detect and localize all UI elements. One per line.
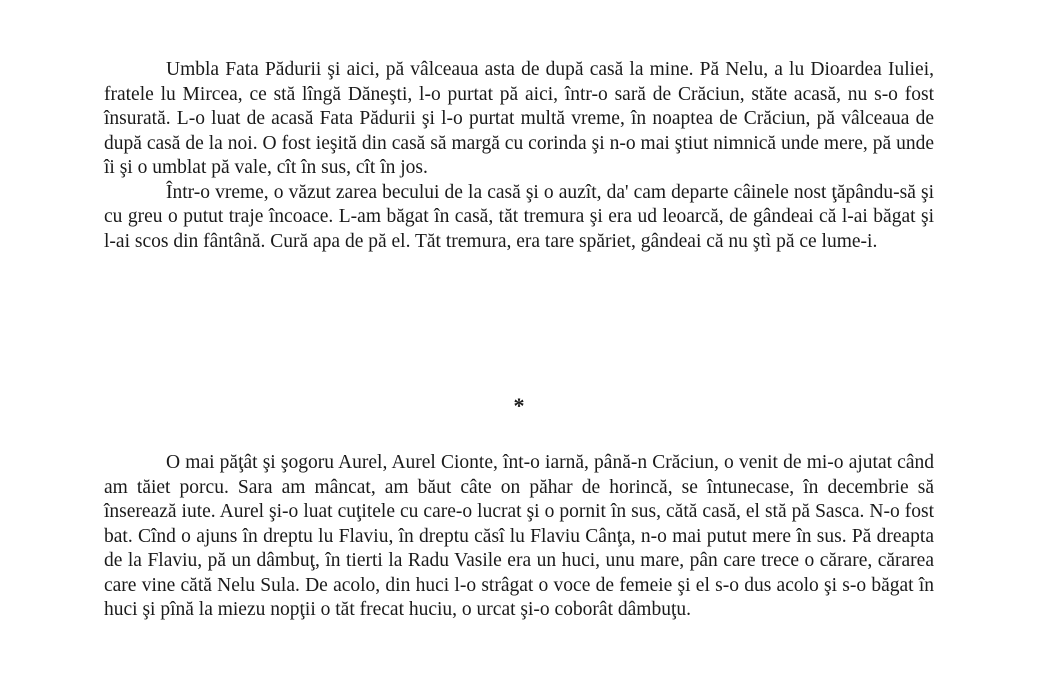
paragraph: O mai păţât şi şogoru Aurel, Aurel Cionte, înt-o iarnă, până-n Crăciun, o venit de mi-o ajutat când am tăiet porcu. Sara am mâncat, am băut câte on păhar de horincă, se întunecase, în decembrie să înserează iute. Aurel şi-o luat cuţitele cu care-o lucrat şi o pornit în sus, cătă casă, el stă pă Sasca. N-o fost bat. Cînd o ajuns în dreptu lu Flaviu, în dreptu căsî lu Flaviu Cânţa, n-o mai putut mere în sus. Pă dreapta de la Flaviu, pă un dâmbuţ, în tierti la Radu Vasile era un huci, unu mare, pân care trece o cărare, cărarea care vine cătă Nelu Sula. De acolo, din huci l-o strâgat o voce de femeie şi el s-o dus acolo şi s-o băgat în huci şi pînă la miezu nopţii o tăt frecat huciu, o urcat şi-o coborât dâmbuţu. xyxy=(104,452,934,620)
paragraph: Umbla Fata Pădurii şi aici, pă vâlceaua asta de după casă la mine. Pă Nelu, a lu Dioardea Iuliei, fratele lu Mircea, ce stă lîngă Dăneşti, l-o purtat pă aici, într-o sară de Crăciun, stăte acasă, nu s-o fost însurată. L-o luat de acasă Fata Pădurii şi l-o purtat multă vreme, în noaptea de Crăciun, pă vâlceaua de după casă de la noi. O fost ieşită din casă să margă cu corinda şi n-o mai ştiut nimnică unde mere, pă unde îi şi o umblat pă vale, cît în sus, cît în jos. xyxy=(104,59,934,178)
story-section-1 xyxy=(104,58,934,254)
section-separator: * xyxy=(513,393,525,418)
story-section-2 xyxy=(104,451,934,623)
paragraph: Într-o vreme, o văzut zarea becului de la casă şi o auzît, da' cam departe câinele nost ţăpându-să şi cu greu o putut traje încoace. L-am băgat în casă, tăt tremura şi era ud leoarcă, de gândeai că l-ai băgat şi l-ai scos din fântână. Cură apa de pă el. Tăt tremura, era tare spăriet, gândeai că nu ştì pă ce lume-i. xyxy=(104,181,934,252)
